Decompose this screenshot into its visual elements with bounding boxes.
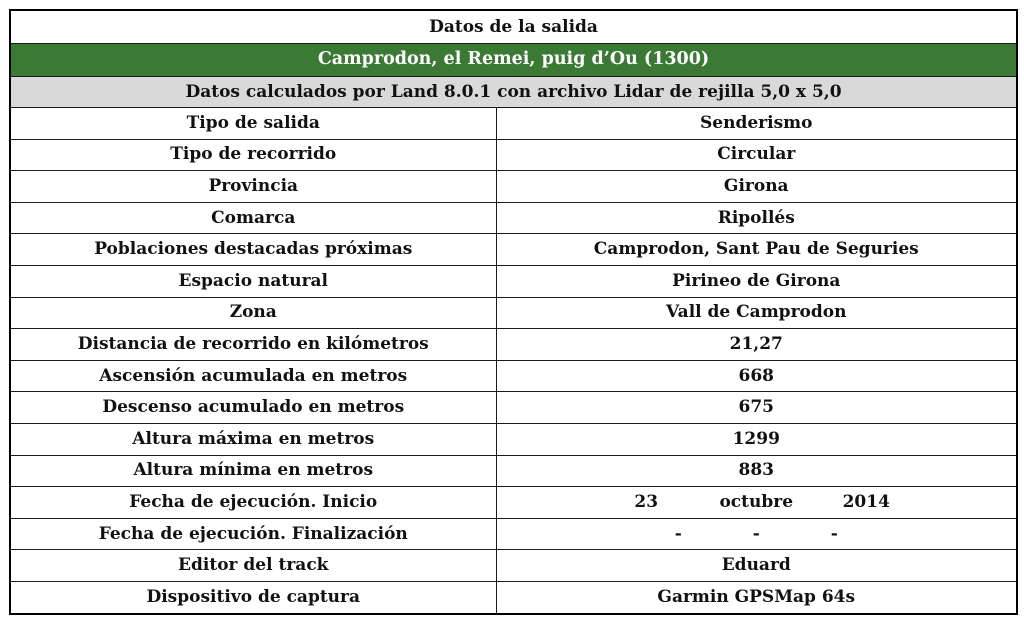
row-value: 1299 [496,423,1017,455]
row-value: 668 [496,360,1017,392]
row-label: Altura mínima en metros [10,455,496,487]
end-date-label: Fecha de ejecución. Finalización [10,518,496,550]
row-label: Espacio natural [10,265,496,297]
table-row [10,265,1017,297]
row-value: 675 [496,392,1017,424]
end-date-year: - [830,523,838,544]
table-row [10,171,1017,203]
start-date-value [496,487,1017,519]
row-label: Ascensión acumulada en metros [10,360,496,392]
row-label: Descenso acumulado en metros [10,392,496,424]
end-date-day: - [674,523,682,544]
route-name-row [10,44,1017,77]
table-row [10,550,1017,582]
row-value: Garmin GPSMap 64s [496,581,1017,613]
route-name: Camprodon, el Remei, puig d’Ou (1300) [10,44,1017,77]
start-date-year: 2014 [842,491,890,512]
start-date-day: 23 [634,491,659,512]
end-date-value [496,518,1017,550]
row-value: Eduard [496,550,1017,582]
title-row [10,10,1017,44]
end-date-month: - [752,523,760,544]
row-value: Ripollés [496,202,1017,234]
calc-note: Datos calculados por Land 8.0.1 con archivo Lidar de rejilla 5,0 x 5,0 [10,77,1017,108]
end-date-row [10,518,1017,550]
start-date-month: octubre [719,491,794,512]
row-value: Vall de Camprodon [496,297,1017,329]
table-row [10,234,1017,266]
route-data-table [9,9,1018,615]
row-label: Tipo de salida [10,108,496,140]
table-row [10,423,1017,455]
table-row [10,455,1017,487]
table-row [10,329,1017,361]
row-label: Editor del track [10,550,496,582]
table-row [10,360,1017,392]
row-value: Girona [496,171,1017,203]
row-value: 21,27 [496,329,1017,361]
table-row [10,139,1017,171]
start-date-row [10,487,1017,519]
row-value: Circular [496,139,1017,171]
row-label: Tipo de recorrido [10,139,496,171]
row-label: Provincia [10,171,496,203]
table-title: Datos de la salida [10,10,1017,44]
table-row [10,202,1017,234]
row-label: Poblaciones destacadas próximas [10,234,496,266]
row-value: 883 [496,455,1017,487]
row-label: Altura máxima en metros [10,423,496,455]
start-date-label: Fecha de ejecución. Inicio [10,487,496,519]
table-row [10,108,1017,140]
row-label: Distancia de recorrido en kilómetros [10,329,496,361]
table-row [10,392,1017,424]
row-label: Zona [10,297,496,329]
row-label: Comarca [10,202,496,234]
calc-note-row [10,77,1017,108]
row-value: Camprodon, Sant Pau de Seguries [496,234,1017,266]
table-row [10,297,1017,329]
row-label: Dispositivo de captura [10,581,496,613]
row-value: Senderismo [496,108,1017,140]
table-row [10,581,1017,613]
row-value: Pirineo de Girona [496,265,1017,297]
